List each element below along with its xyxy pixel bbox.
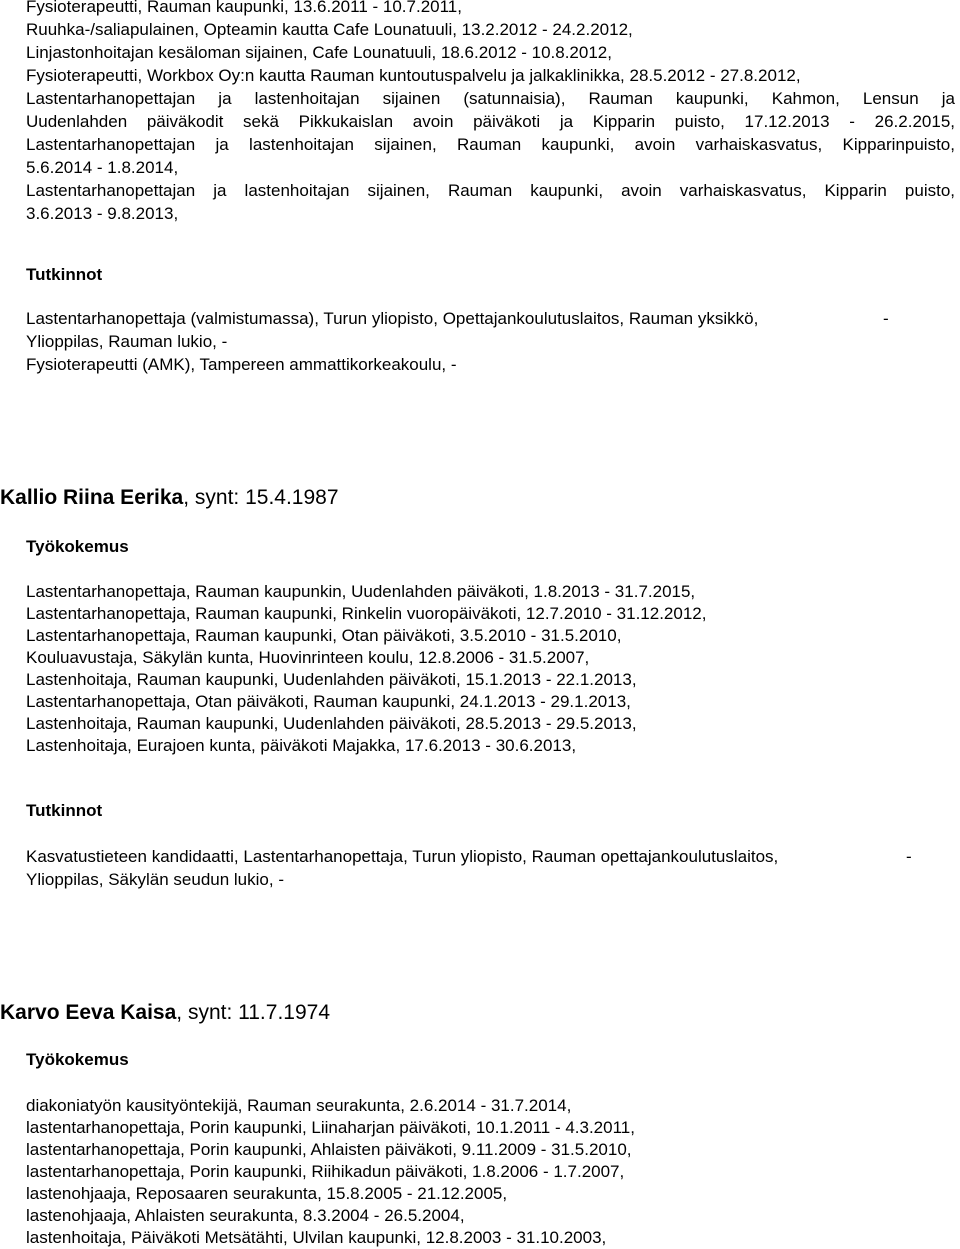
work-entry-text: Lastentarhanopettajan ja lastenhoitajan sijainen, Rauman kaupunki, avoin varhaiskasvatus, Kipparinpuisto, [26, 135, 955, 154]
work-entry: Fysioterapeutti, Workbox Oy:n kautta Rauman kuntoutuspalvelu ja jalkaklinikka, 28.5.2012 - 27.8.2012, [26, 66, 801, 85]
work-entry: lastentarhanopettaja, Porin kaupunki, Liinaharjan päiväkoti, 10.1.2011 - 4.3.2011, [26, 1118, 635, 1137]
work-entry-text: Lastentarhanopettajan ja lastenhoitajan sijainen (satunnaisia), Rauman kaupunki, Kahmon, Lensun ja [26, 89, 955, 108]
person-name: Kallio Riina Eerika [0, 486, 184, 509]
education-heading: Tutkinnot [26, 265, 103, 284]
education-entry: Ylioppilas, Säkylän seudun lukio, - [26, 870, 284, 889]
work-entry: diakoniatyön kausityöntekijä, Rauman seurakunta, 2.6.2014 - 31.7.2014, [26, 1096, 572, 1115]
education-heading: Tutkinnot [26, 801, 103, 820]
work-entry: lastentarhanopettaja, Porin kaupunki, Ahlaisten päiväkoti, 9.11.2009 - 31.5.2010, [26, 1140, 632, 1159]
work-entry: lastenohjaaja, Ahlaisten seurakunta, 8.3.2004 - 26.5.2004, [26, 1206, 465, 1225]
work-entry-text: Uudenlahden päiväkodit sekä Pikkukaislan avoin päiväkoti ja Kipparin puisto, 17.12.2013 - 26.2.2015, [26, 112, 955, 131]
work-entry: Fysioterapeutti, Rauman kaupunki, 13.6.2011 - 10.7.2011, [26, 0, 462, 16]
work-entry [26, 88, 955, 109]
work-entry: Linjastonhoitajan kesäloman sijainen, Cafe Lounatuuli, 18.6.2012 - 10.8.2012, [26, 43, 612, 62]
education-trail: - [883, 309, 889, 328]
education-entry: Kasvatustieteen kandidaatti, Lastentarhanopettaja, Turun yliopisto, Rauman opettajankoulutuslaitos, [26, 847, 779, 866]
work-entry [26, 134, 955, 155]
work-entry [26, 180, 955, 201]
education-trail: - [906, 847, 912, 866]
person-name: Karvo Eeva Kaisa [0, 1001, 177, 1024]
work-entry: Lastentarhanopettaja, Rauman kaupunkin, Uudenlahden päiväkoti, 1.8.2013 - 31.7.2015, [26, 582, 696, 601]
person-birthdate: , synt: 15.4.1987 [183, 486, 339, 509]
work-entry: Lastentarhanopettaja, Otan päiväkoti, Rauman kaupunki, 24.1.2013 - 29.1.2013, [26, 692, 631, 711]
work-entry: Kouluavustaja, Säkylän kunta, Huovinrinteen koulu, 12.8.2006 - 31.5.2007, [26, 648, 590, 667]
work-entry: Lastenhoitaja, Rauman kaupunki, Uudenlahden päiväkoti, 28.5.2013 - 29.5.2013, [26, 714, 637, 733]
work-entry: Lastentarhanopettaja, Rauman kaupunki, Rinkelin vuoropäiväkoti, 12.7.2010 - 31.12.2012, [26, 604, 707, 623]
work-entry: Lastenhoitaja, Rauman kaupunki, Uudenlahden päiväkoti, 15.1.2013 - 22.1.2013, [26, 670, 637, 689]
work-entry: Lastenhoitaja, Eurajoen kunta, päiväkoti Majakka, 17.6.2013 - 30.6.2013, [26, 736, 577, 755]
work-entry: Ruuhka-/saliapulainen, Opteamin kautta Cafe Lounatuuli, 13.2.2012 - 24.2.2012, [26, 20, 633, 39]
person-heading [0, 1000, 330, 1026]
work-entry: lastentarhanopettaja, Porin kaupunki, Riihikadun päiväkoti, 1.8.2006 - 1.7.2007, [26, 1162, 625, 1181]
work-entry: lastenohjaaja, Reposaaren seurakunta, 15.8.2005 - 21.12.2005, [26, 1184, 508, 1203]
education-entry: Lastentarhanopettaja (valmistumassa), Turun yliopisto, Opettajankoulutuslaitos, Rauman yksikkö, [26, 309, 759, 328]
work-heading: Työkokemus [26, 1050, 129, 1069]
work-entry-text: Lastentarhanopettajan ja lastenhoitajan sijainen, Rauman kaupunki, avoin varhaiskasvatus, Kipparin puisto, [26, 181, 955, 200]
work-entry: 5.6.2014 - 1.8.2014, [26, 158, 179, 177]
work-heading: Työkokemus [26, 537, 129, 556]
education-entry: Fysioterapeutti (AMK), Tampereen ammattikorkeakoulu, - [26, 355, 457, 374]
work-entry [26, 111, 955, 132]
work-entry: Lastentarhanopettaja, Rauman kaupunki, Otan päiväkoti, 3.5.2010 - 31.5.2010, [26, 626, 622, 645]
work-entry: lastenhoitaja, Päiväkoti Metsätähti, Ulvilan kaupunki, 12.8.2003 - 31.10.2003, [26, 1228, 607, 1247]
education-entry: Ylioppilas, Rauman lukio, - [26, 332, 228, 351]
person-heading [0, 485, 339, 511]
person-birthdate: , synt: 11.7.1974 [176, 1001, 330, 1024]
work-entry: 3.6.2013 - 9.8.2013, [26, 204, 179, 223]
